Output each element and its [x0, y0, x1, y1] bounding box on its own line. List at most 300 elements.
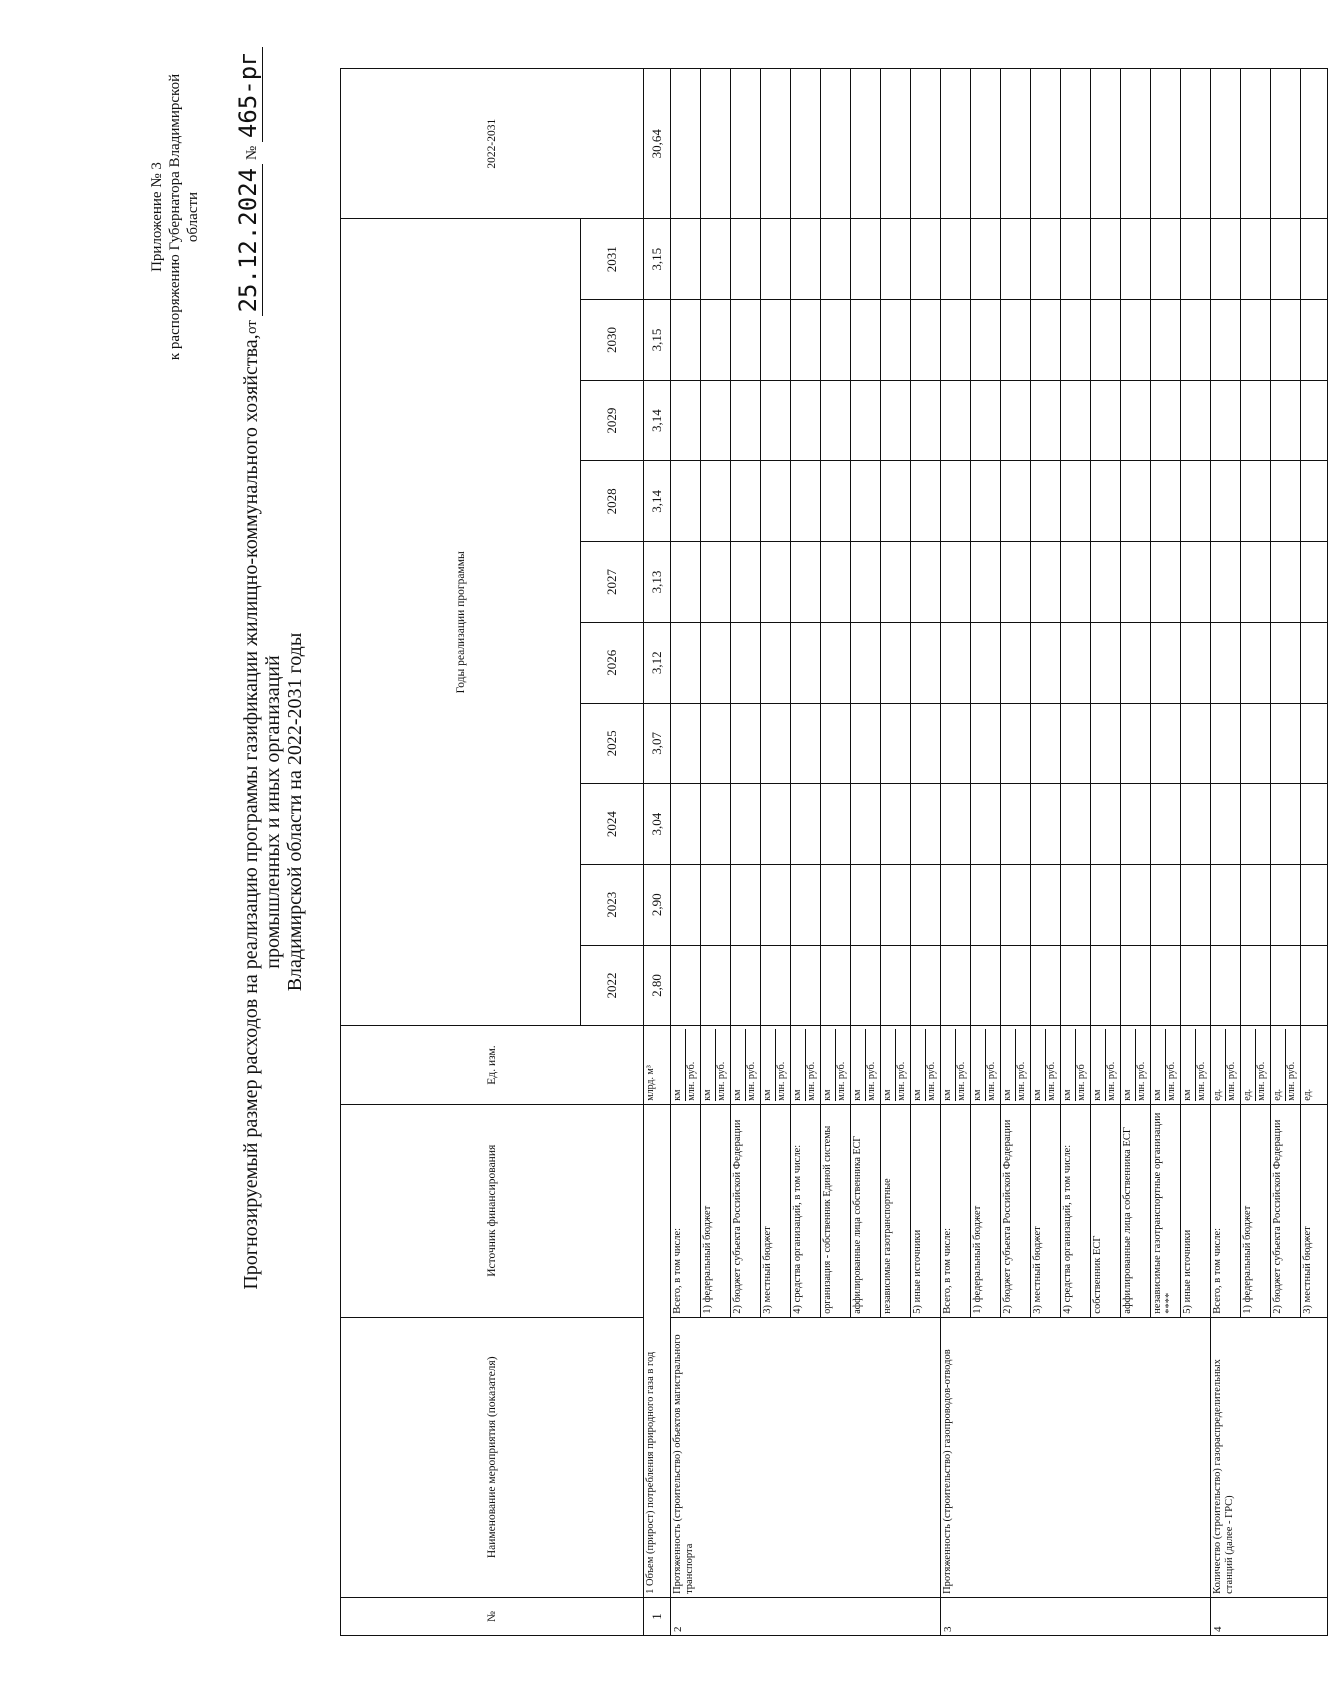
- empty-value-cell: [1211, 219, 1241, 300]
- empty-value-cell: [1181, 219, 1211, 300]
- empty-value-cell: [821, 945, 851, 1026]
- empty-value-cell: [1211, 945, 1241, 1026]
- funding-source: 4) средства организаций, в том числе:: [1061, 1104, 1091, 1317]
- year-header-2026: 2026: [581, 622, 644, 703]
- empty-value-cell: [1211, 380, 1241, 461]
- funding-source: собственник ЕСГ: [1091, 1104, 1121, 1317]
- table-row: [941, 69, 971, 1636]
- empty-value-cell: [761, 380, 791, 461]
- unit-cell: [911, 1026, 941, 1104]
- empty-value-cell: [971, 945, 1001, 1026]
- empty-value-cell: [1241, 219, 1271, 300]
- empty-value-cell: [941, 784, 971, 865]
- empty-value-cell: [1151, 622, 1181, 703]
- unit-label: млн. руб.: [866, 1061, 877, 1101]
- empty-value-cell: [881, 219, 911, 300]
- table-row: [1211, 69, 1241, 1636]
- empty-value-cell: [1121, 461, 1151, 542]
- empty-value-cell: [731, 219, 761, 300]
- empty-value-cell: [1031, 219, 1061, 300]
- unit-cell: [881, 1026, 911, 1104]
- empty-value-cell: [881, 622, 911, 703]
- empty-value-cell: [1091, 380, 1121, 461]
- funding-source: Всего, в том числе:: [671, 1104, 701, 1317]
- unit-label: км: [672, 1029, 686, 1100]
- empty-value-cell: [1031, 864, 1061, 945]
- empty-value-cell: [701, 703, 731, 784]
- funding-source: независимые газотранспортные организации ****: [1151, 1104, 1181, 1317]
- empty-value-cell: [1001, 300, 1031, 381]
- empty-value-cell: [701, 461, 731, 542]
- empty-value-cell: [1301, 380, 1328, 461]
- empty-value-cell: [1001, 461, 1031, 542]
- empty-value-cell: [1061, 622, 1091, 703]
- empty-value-cell: [671, 461, 701, 542]
- unit-label: км: [1002, 1029, 1016, 1100]
- unit-cell: [671, 1026, 701, 1104]
- unit-label: млн. руб.: [896, 1061, 907, 1101]
- empty-value-cell: [1271, 380, 1301, 461]
- empty-value-cell: [1151, 219, 1181, 300]
- unit-label: млн. руб.: [1106, 1061, 1117, 1101]
- empty-value-cell: [1061, 945, 1091, 1026]
- empty-value-cell: [671, 69, 701, 219]
- empty-value-cell: [881, 945, 911, 1026]
- empty-value-cell: [1271, 703, 1301, 784]
- row-1-unit: млрд. м³: [644, 1026, 671, 1104]
- unit-label: км: [1062, 1029, 1076, 1100]
- empty-value-cell: [1091, 864, 1121, 945]
- unit-cell: [1091, 1026, 1121, 1104]
- empty-value-cell: [761, 945, 791, 1026]
- empty-value-cell: [1211, 703, 1241, 784]
- empty-value-cell: [731, 461, 761, 542]
- empty-value-cell: [1211, 622, 1241, 703]
- unit-cell: [941, 1026, 971, 1104]
- empty-value-cell: [911, 219, 941, 300]
- empty-value-cell: [851, 703, 881, 784]
- empty-value-cell: [1181, 300, 1211, 381]
- empty-value-cell: [1031, 69, 1061, 219]
- empty-value-cell: [1241, 542, 1271, 623]
- empty-value-cell: [1271, 69, 1301, 219]
- unit-label: км: [792, 1029, 806, 1100]
- unit-label: ед.: [1212, 1029, 1226, 1100]
- empty-value-cell: [1061, 461, 1091, 542]
- empty-value-cell: [701, 864, 731, 945]
- empty-value-cell: [761, 542, 791, 623]
- empty-value-cell: [1181, 784, 1211, 865]
- empty-value-cell: [1121, 864, 1151, 945]
- empty-value-cell: [731, 784, 761, 865]
- empty-value-cell: [1121, 622, 1151, 703]
- empty-value-cell: [851, 461, 881, 542]
- unit-label: км: [882, 1029, 896, 1100]
- empty-value-cell: [1031, 703, 1061, 784]
- empty-value-cell: [1091, 69, 1121, 219]
- empty-value-cell: [1301, 945, 1328, 1026]
- empty-value-cell: [821, 542, 851, 623]
- empty-value-cell: [761, 219, 791, 300]
- group-num: 3: [941, 1597, 1211, 1635]
- empty-value-cell: [851, 622, 881, 703]
- unit-cell: [1121, 1026, 1151, 1104]
- year-header-2030: 2030: [581, 300, 644, 381]
- funding-source: 1) федеральный бюджет: [971, 1104, 1001, 1317]
- appendix-header: [148, 67, 202, 367]
- empty-value-cell: [851, 219, 881, 300]
- row-1-value-2026: 3,12: [644, 622, 671, 703]
- empty-value-cell: [1181, 69, 1211, 219]
- empty-value-cell: [1151, 864, 1181, 945]
- empty-value-cell: [1271, 945, 1301, 1026]
- empty-value-cell: [1241, 945, 1271, 1026]
- unit-cell: [821, 1026, 851, 1104]
- empty-value-cell: [761, 703, 791, 784]
- empty-value-cell: [671, 945, 701, 1026]
- empty-value-cell: [941, 703, 971, 784]
- funding-source: 3) местный бюджет: [761, 1104, 791, 1317]
- unit-label: км: [1032, 1029, 1046, 1100]
- funding-source: аффилированные лица собственника ЕСГ: [851, 1104, 881, 1317]
- empty-value-cell: [671, 864, 701, 945]
- number-prefix: №: [244, 145, 260, 161]
- unit-cell: [1241, 1026, 1271, 1104]
- order-date: 25.12.2024: [234, 164, 263, 317]
- unit-cell: [1181, 1026, 1211, 1104]
- row-1-value-2024: 3,04: [644, 784, 671, 865]
- empty-value-cell: [851, 542, 881, 623]
- empty-value-cell: [941, 380, 971, 461]
- unit-label: км: [942, 1029, 956, 1100]
- empty-value-cell: [1181, 622, 1211, 703]
- unit-label: ед.: [1242, 1029, 1256, 1100]
- unit-label: млн. руб.: [1256, 1061, 1267, 1101]
- empty-value-cell: [1241, 69, 1271, 219]
- empty-value-cell: [1181, 461, 1211, 542]
- unit-cell: [1151, 1026, 1181, 1104]
- empty-value-cell: [821, 622, 851, 703]
- empty-value-cell: [1001, 219, 1031, 300]
- group-num: 2: [671, 1597, 941, 1635]
- empty-value-cell: [1241, 461, 1271, 542]
- year-header-2025: 2025: [581, 703, 644, 784]
- empty-value-cell: [1151, 542, 1181, 623]
- empty-value-cell: [821, 380, 851, 461]
- date-prefix: от: [244, 320, 260, 334]
- empty-value-cell: [1151, 784, 1181, 865]
- empty-value-cell: [1091, 784, 1121, 865]
- empty-value-cell: [911, 622, 941, 703]
- empty-value-cell: [1031, 380, 1061, 461]
- empty-value-cell: [731, 542, 761, 623]
- empty-value-cell: [671, 622, 701, 703]
- empty-value-cell: [791, 864, 821, 945]
- unit-cell: [761, 1026, 791, 1104]
- empty-value-cell: [761, 784, 791, 865]
- funding-source: 5) иные источники: [1181, 1104, 1211, 1317]
- funding-source: Всего, в том числе:: [1211, 1104, 1241, 1317]
- empty-value-cell: [1301, 864, 1328, 945]
- unit-cell: [1301, 1026, 1328, 1104]
- unit-cell: [1061, 1026, 1091, 1104]
- empty-value-cell: [1121, 69, 1151, 219]
- empty-value-cell: [1031, 542, 1061, 623]
- empty-value-cell: [1001, 380, 1031, 461]
- expenses-table: [340, 68, 1328, 1636]
- table-row: [671, 69, 701, 1636]
- header-total: 2022-2031: [341, 69, 644, 219]
- unit-label: млн. руб.: [1226, 1061, 1237, 1101]
- empty-value-cell: [971, 380, 1001, 461]
- empty-value-cell: [821, 219, 851, 300]
- unit-cell: [731, 1026, 761, 1104]
- empty-value-cell: [1301, 784, 1328, 865]
- unit-cell: [701, 1026, 731, 1104]
- empty-value-cell: [881, 69, 911, 219]
- empty-value-cell: [1301, 69, 1328, 219]
- empty-value-cell: [881, 300, 911, 381]
- empty-value-cell: [911, 784, 941, 865]
- empty-value-cell: [1121, 784, 1151, 865]
- funding-source: 3) местный бюджет: [1031, 1104, 1061, 1317]
- header-name: Наименование мероприятия (показателя): [341, 1317, 644, 1597]
- year-header-2022: 2022: [581, 945, 644, 1026]
- unit-label: млн. руб.: [1166, 1061, 1177, 1101]
- unit-label: млн. руб.: [986, 1061, 997, 1101]
- unit-label: км: [1152, 1029, 1166, 1100]
- empty-value-cell: [1031, 784, 1061, 865]
- empty-value-cell: [971, 622, 1001, 703]
- empty-value-cell: [791, 219, 821, 300]
- empty-value-cell: [1211, 69, 1241, 219]
- empty-value-cell: [1121, 300, 1151, 381]
- year-header-2023: 2023: [581, 864, 644, 945]
- empty-value-cell: [701, 542, 731, 623]
- title-line-1: Прогнозируемый размер расходов на реализацию программы газификации жилищно-коммунального хозяйства, промышленных и иных организаций: [240, 334, 284, 1290]
- empty-value-cell: [1121, 542, 1151, 623]
- group-name: Протяженность (строительство) газопроводов-отводов: [941, 1317, 1211, 1597]
- empty-value-cell: [791, 945, 821, 1026]
- unit-label: млн. руб.: [776, 1061, 787, 1101]
- unit-label: км: [702, 1029, 716, 1100]
- empty-value-cell: [911, 461, 941, 542]
- empty-value-cell: [1031, 300, 1061, 381]
- empty-value-cell: [881, 703, 911, 784]
- empty-value-cell: [1211, 461, 1241, 542]
- empty-value-cell: [1091, 542, 1121, 623]
- empty-value-cell: [1151, 461, 1181, 542]
- empty-value-cell: [851, 945, 881, 1026]
- unit-cell: [851, 1026, 881, 1104]
- empty-value-cell: [851, 784, 881, 865]
- empty-value-cell: [1091, 622, 1121, 703]
- empty-value-cell: [911, 542, 941, 623]
- empty-value-cell: [671, 219, 701, 300]
- empty-value-cell: [731, 69, 761, 219]
- header-unit: Ед. изм.: [341, 1026, 644, 1104]
- unit-label: км: [1182, 1029, 1196, 1100]
- empty-value-cell: [911, 703, 941, 784]
- unit-label: км: [732, 1029, 746, 1100]
- document-title: [240, 272, 306, 1352]
- empty-value-cell: [791, 69, 821, 219]
- empty-value-cell: [1001, 864, 1031, 945]
- empty-value-cell: [1091, 300, 1121, 381]
- empty-value-cell: [701, 219, 731, 300]
- empty-value-cell: [821, 69, 851, 219]
- row-1-value-2023: 2,90: [644, 864, 671, 945]
- empty-value-cell: [1241, 622, 1271, 703]
- row-1-text: 1 Объем (прирост) потребления природного газа в год: [644, 1104, 671, 1597]
- empty-value-cell: [911, 300, 941, 381]
- empty-value-cell: [671, 703, 701, 784]
- empty-value-cell: [881, 380, 911, 461]
- empty-value-cell: [1211, 784, 1241, 865]
- empty-value-cell: [1211, 300, 1241, 381]
- empty-value-cell: [1241, 300, 1271, 381]
- empty-value-cell: [1151, 69, 1181, 219]
- empty-value-cell: [1151, 380, 1181, 461]
- row-1-value-2022: 2,80: [644, 945, 671, 1026]
- empty-value-cell: [1151, 703, 1181, 784]
- empty-value-cell: [791, 380, 821, 461]
- empty-value-cell: [851, 69, 881, 219]
- empty-value-cell: [1091, 461, 1121, 542]
- empty-value-cell: [941, 622, 971, 703]
- empty-value-cell: [1061, 784, 1091, 865]
- empty-value-cell: [1271, 864, 1301, 945]
- unit-cell: [971, 1026, 1001, 1104]
- empty-value-cell: [1121, 945, 1151, 1026]
- unit-label: км: [972, 1029, 986, 1100]
- row-1-value-2025: 3,07: [644, 703, 671, 784]
- empty-value-cell: [701, 945, 731, 1026]
- empty-value-cell: [1091, 703, 1121, 784]
- appendix-label: Приложение № 3: [149, 162, 165, 272]
- empty-value-cell: [701, 784, 731, 865]
- funding-source: 4) средства организаций, в том числе:: [791, 1104, 821, 1317]
- empty-value-cell: [971, 864, 1001, 945]
- unit-label: км: [762, 1029, 776, 1100]
- empty-value-cell: [821, 864, 851, 945]
- unit-label: млн. руб.: [716, 1061, 727, 1101]
- table-row-1: [644, 69, 671, 1636]
- empty-value-cell: [1271, 300, 1301, 381]
- unit-label: млн. руб.: [686, 1061, 697, 1101]
- empty-value-cell: [761, 461, 791, 542]
- empty-value-cell: [1241, 784, 1271, 865]
- year-header-2027: 2027: [581, 542, 644, 623]
- empty-value-cell: [881, 461, 911, 542]
- empty-value-cell: [851, 864, 881, 945]
- empty-value-cell: [971, 69, 1001, 219]
- year-header-2028: 2028: [581, 461, 644, 542]
- empty-value-cell: [701, 380, 731, 461]
- unit-label: млн. руб.: [836, 1061, 847, 1101]
- empty-value-cell: [851, 380, 881, 461]
- empty-value-cell: [971, 461, 1001, 542]
- empty-value-cell: [1031, 461, 1061, 542]
- empty-value-cell: [1061, 219, 1091, 300]
- unit-label: млн. руб.: [1196, 1061, 1207, 1101]
- empty-value-cell: [1031, 945, 1061, 1026]
- empty-value-cell: [701, 69, 731, 219]
- empty-value-cell: [1091, 219, 1121, 300]
- header-source: Источник финансирования: [341, 1104, 644, 1317]
- empty-value-cell: [791, 300, 821, 381]
- empty-value-cell: [761, 622, 791, 703]
- year-header-2029: 2029: [581, 380, 644, 461]
- empty-value-cell: [821, 784, 851, 865]
- empty-value-cell: [731, 622, 761, 703]
- empty-value-cell: [791, 622, 821, 703]
- empty-value-cell: [671, 542, 701, 623]
- empty-value-cell: [1061, 300, 1091, 381]
- empty-value-cell: [731, 864, 761, 945]
- unit-label: млн. руб.: [1136, 1061, 1147, 1101]
- empty-value-cell: [911, 69, 941, 219]
- header-years-group: Годы реализации программы: [341, 219, 581, 1026]
- empty-value-cell: [1001, 703, 1031, 784]
- empty-value-cell: [791, 703, 821, 784]
- unit-label: млн. руб: [1076, 1064, 1087, 1101]
- empty-value-cell: [1151, 300, 1181, 381]
- empty-value-cell: [941, 219, 971, 300]
- empty-value-cell: [1301, 300, 1328, 381]
- unit-label: км: [822, 1029, 836, 1100]
- empty-value-cell: [821, 300, 851, 381]
- empty-value-cell: [971, 784, 1001, 865]
- empty-value-cell: [1301, 622, 1328, 703]
- empty-value-cell: [761, 69, 791, 219]
- year-header-2024: 2024: [581, 784, 644, 865]
- empty-value-cell: [851, 300, 881, 381]
- empty-value-cell: [1121, 380, 1151, 461]
- unit-label: млн. руб.: [1286, 1061, 1297, 1101]
- empty-value-cell: [731, 945, 761, 1026]
- empty-value-cell: [761, 864, 791, 945]
- year-header-2031: 2031: [581, 219, 644, 300]
- empty-value-cell: [941, 542, 971, 623]
- row-1-value-2027: 3,13: [644, 542, 671, 623]
- empty-value-cell: [971, 542, 1001, 623]
- empty-value-cell: [1001, 945, 1031, 1026]
- funding-source: 1) федеральный бюджет: [1241, 1104, 1271, 1317]
- empty-value-cell: [701, 300, 731, 381]
- empty-value-cell: [821, 703, 851, 784]
- row-1-total: 30,64: [644, 69, 671, 219]
- funding-source: 3) местный бюджет: [1301, 1104, 1328, 1317]
- empty-value-cell: [1181, 945, 1211, 1026]
- appendix-region: области: [185, 191, 201, 243]
- unit-cell: [1211, 1026, 1241, 1104]
- unit-label: млн. руб.: [806, 1061, 817, 1101]
- empty-value-cell: [1001, 542, 1031, 623]
- empty-value-cell: [1181, 864, 1211, 945]
- funding-source: организация - собственник Единой системы: [821, 1104, 851, 1317]
- empty-value-cell: [1001, 784, 1031, 865]
- empty-value-cell: [1241, 864, 1271, 945]
- unit-cell: [1031, 1026, 1061, 1104]
- row-1-value-2028: 3,14: [644, 461, 671, 542]
- unit-label: ед.: [1302, 1088, 1313, 1101]
- empty-value-cell: [1031, 622, 1061, 703]
- empty-value-cell: [941, 461, 971, 542]
- unit-cell: [1001, 1026, 1031, 1104]
- empty-value-cell: [1301, 542, 1328, 623]
- empty-value-cell: [1211, 864, 1241, 945]
